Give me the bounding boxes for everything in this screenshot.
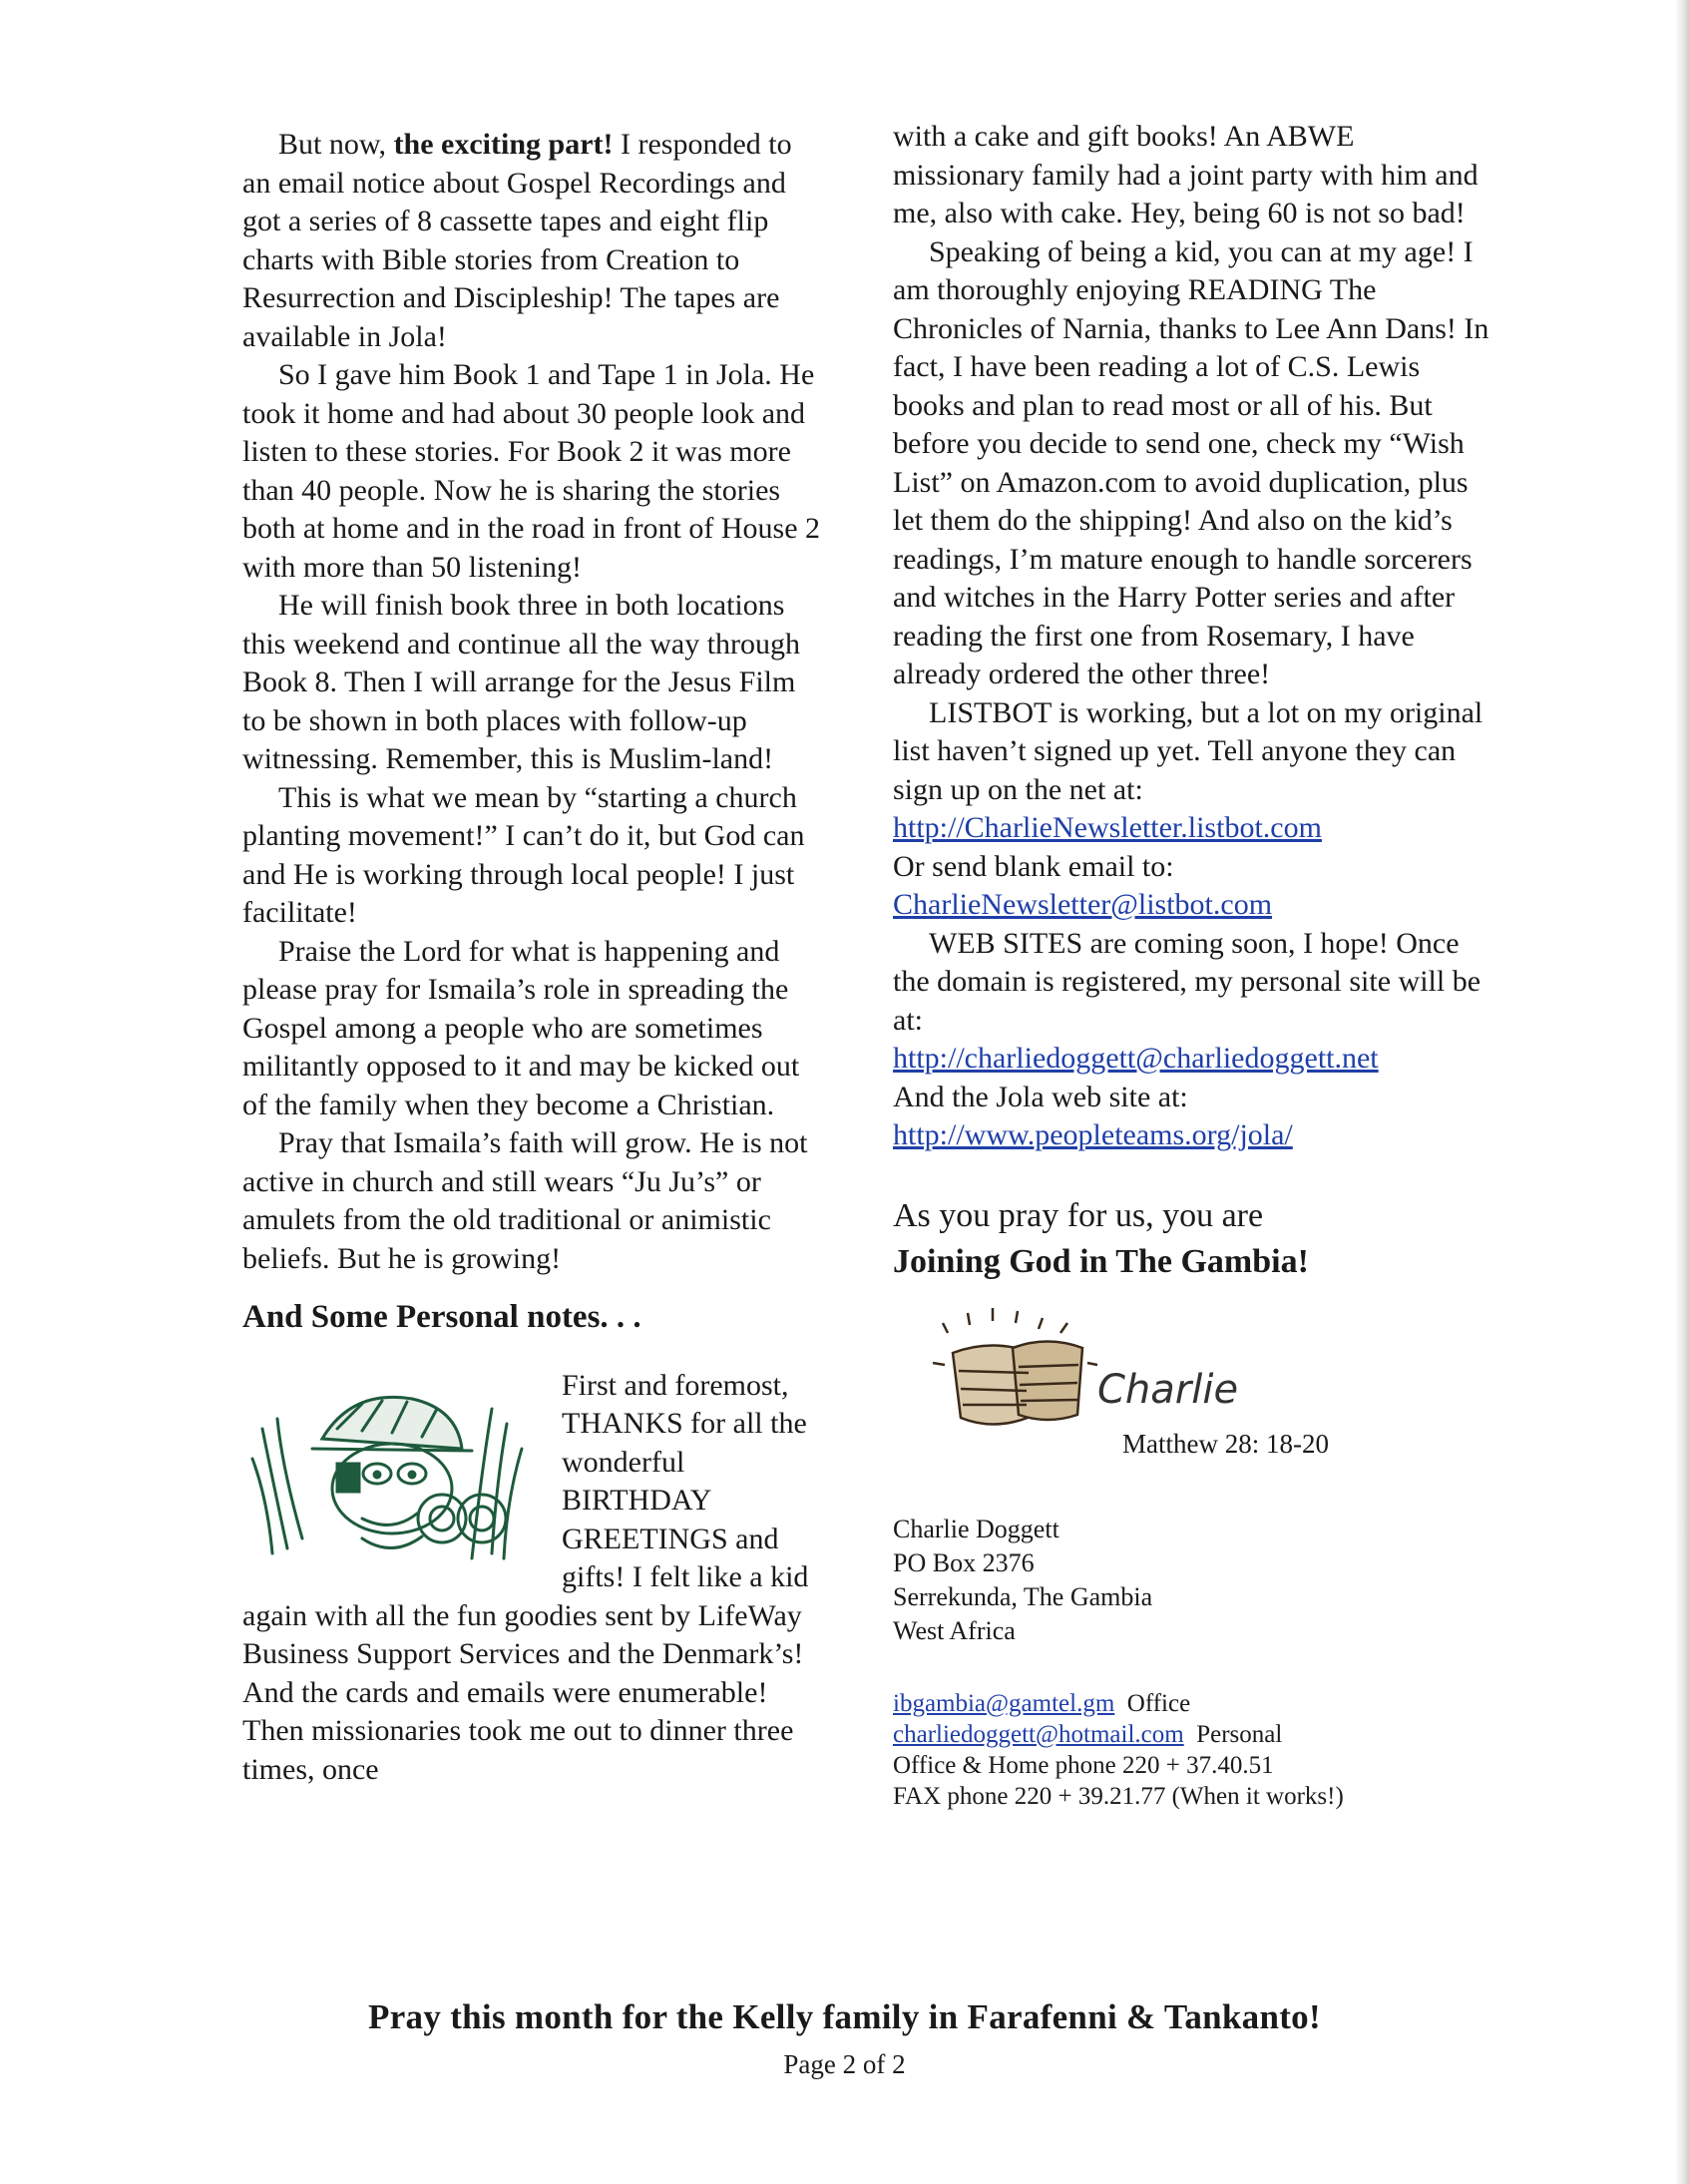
scripture-reference: Matthew 28: 18-20 — [1122, 1428, 1329, 1459]
personal-site-link[interactable]: http://charliedoggett@charliedoggett.net — [893, 1042, 1379, 1075]
left-column — [242, 126, 826, 1789]
jola-site-line — [893, 1116, 1491, 1155]
listbot-url-line — [893, 809, 1491, 848]
personal-email-link[interactable]: charliedoggett@hotmail.com — [893, 1720, 1184, 1748]
page-number: Page 2 of 2 — [783, 2049, 906, 2079]
paragraph-birthday — [242, 1367, 826, 1790]
jola-site-label: And the Jola web site at: — [893, 1080, 1188, 1113]
paragraph-web-sites: WEB SITES are coming soon, I hope! Once the domain is registered, my personal site will be at: — [893, 926, 1481, 1037]
paragraph-book-three: He will finish book three in both locations this weekend and continue all the way through Book 8. Then I will arrange for the Jesus Film to be shown in both places with follow-up witnessing. Remember, this is Muslim-land! — [242, 589, 801, 775]
office-email-link[interactable]: ibgambia@gamtel.gm — [893, 1689, 1115, 1717]
jola-site-link[interactable]: http://www.peopleteams.org/jola/ — [893, 1118, 1293, 1151]
closing-line-2: Joining God in The Gambia! — [893, 1242, 1309, 1280]
bold-phrase: the exciting part! — [393, 128, 614, 161]
explorer-binoculars-icon — [242, 1369, 552, 1568]
closing-line-1: As you pray for us, you are — [893, 1196, 1264, 1234]
office-email-label: Office — [1126, 1689, 1191, 1717]
drum-icon — [923, 1293, 1102, 1443]
contact-details — [893, 1688, 1491, 1812]
signature: Charlie — [1097, 1366, 1239, 1413]
mailing-address — [893, 1513, 1491, 1648]
paragraph-birthday-text: First and foremost, THANKS for all the wonderful BIRTHDAY GREETINGS and gifts! I felt like a kid again with all the fun goodies sent by LifeWay Business Support Services and the Denmark’s! And the cards and emails were enumerable! Then missionaries took me out to dinner three times, once — [242, 1368, 809, 1786]
paragraph-reading: Speaking of being a kid, you can at my age! I am thoroughly enjoying READING The Chronicles of Narnia, thanks to Lee Ann Dans! In fact, I have been reading a lot of C.S. Lewis books and plan to read most or all of his. But before you decide to send one, check my “Wish List” on Amazon.com to avoid duplication, plus let them do the shipping! And also on the kid’s readings, I’m mature enough to handle sorcerers and witches in the Harry Potter series and after reading the first one from Rosemary, I have already ordered the other three! — [893, 234, 1489, 690]
paragraph-lead: But now, — [278, 128, 394, 161]
address-line-3: Serrekunda, The Gambia — [893, 1581, 1153, 1611]
paragraph-church-planting: This is what we mean by “starting a church planting movement!” I can’t do it, but God can and He is working through local people! I just facilitate! — [242, 780, 805, 929]
paragraph-cake: with a cake and gift books! An ABWE missionary family had a joint party with him and me, also with cake. Hey, being 60 is not so bad! — [893, 120, 1478, 229]
signature-block — [893, 1293, 1491, 1483]
scan-page-edge — [1675, 0, 1689, 2184]
listbot-url-link[interactable]: http://CharlieNewsletter.listbot.com — [893, 811, 1322, 844]
paragraph-rest: I responded to an email notice about Gospel Recordings and got a series of 8 cassette tapes and eight flip charts with Bible stories from Creation to Resurrection and Discipleship! The tapes are available in Jola! — [242, 128, 792, 353]
paragraph-book-one: So I gave him Book 1 and Tape 1 in Jola. He took it home and had about 30 people look and listen to these stories. For Book 2 it was more than 40 people. Now he is sharing the stories both at home and in the road in front of House 2 with more than 50 listening! — [242, 358, 821, 584]
footer-prayer-banner: Pray this month for the Kelly family in Farafenni & Tankanto! — [368, 1997, 1321, 2036]
birthday-paragraph-block — [242, 1367, 826, 1790]
paragraph-listbot: LISTBOT is working, but a lot on my original list haven’t signed up yet. Tell anyone they can sign up on the net at: — [893, 695, 1483, 806]
paragraph-praise: Praise the Lord for what is happening and please pray for Ismaila’s role in spreading the Gospel among a people who are sometimes militantly opposed to it and may be kicked out of the family when they become a Christian. — [242, 934, 800, 1121]
address-line-1: Charlie Doggett — [893, 1514, 1059, 1543]
address-line-4: West Africa — [893, 1615, 1016, 1645]
section-heading-personal-notes: And Some Personal notes. . . — [242, 1299, 641, 1335]
address-line-2: PO Box 2376 — [893, 1547, 1035, 1577]
right-column — [893, 118, 1491, 1812]
listbot-email-line — [893, 886, 1491, 925]
paragraph-exciting-part — [242, 126, 826, 356]
fax-number: FAX phone 220 + 39.21.77 (When it works!) — [893, 1782, 1344, 1810]
listbot-email-link[interactable]: CharlieNewsletter@listbot.com — [893, 888, 1273, 921]
phone-number: Office & Home phone 220 + 37.40.51 — [893, 1751, 1274, 1779]
closing-message — [893, 1193, 1491, 1285]
blank-email-label: Or send blank email to: — [893, 849, 1174, 883]
personal-email-label: Personal — [1196, 1720, 1283, 1748]
paragraph-pray-ismaila: Pray that Ismaila’s faith will grow. He is not active in church and still wears “Ju Ju’s” or amulets from the old traditional or animistic beliefs. But he is growing! — [242, 1126, 808, 1275]
personal-site-line — [893, 1040, 1491, 1079]
